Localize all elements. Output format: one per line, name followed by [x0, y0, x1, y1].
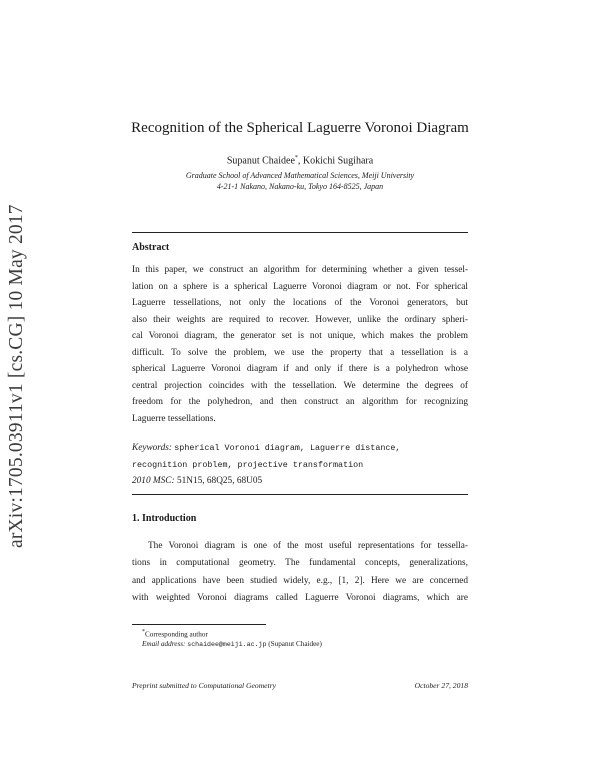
msc-label: 2010 MSC:	[132, 476, 175, 486]
abstract-line: also their weights are required to recover. However, unlike the ordinary spheri-	[132, 314, 468, 325]
abstract-line: central projection coincides with the tessellation. We determine the degrees of	[132, 380, 468, 391]
email-label: Email address:	[142, 640, 186, 649]
corresponding-mark: *	[294, 155, 298, 161]
author-2: , Kokichi Sugihara	[297, 155, 374, 167]
page-footer	[132, 681, 468, 690]
abstract-line: Laguerre tessellations, not only the locations of the Voronoi generators, but	[132, 298, 468, 308]
footnote	[132, 627, 468, 650]
paper-title: Recognition of the Spherical Laguerre Voronoi Diagram	[131, 120, 469, 136]
affiliation	[0, 170, 600, 192]
email-owner: (Supanut Chaidee)	[268, 640, 322, 649]
affiliation-line-2: 4-21-1 Nakano, Nakano-ku, Tokyo 164-8525, Japan	[216, 182, 384, 191]
abstract-bottom-rule	[132, 494, 468, 495]
footer-left: Preprint submitted to Computational Geometry	[132, 681, 276, 690]
abstract-line: cal Voronoi diagram, the generator set is not unique, which makes the problem	[132, 331, 468, 341]
footnote-email	[132, 639, 468, 650]
keywords	[132, 440, 468, 457]
footnote-corresponding: *Corresponding author	[142, 629, 208, 639]
msc-value: 51N15, 68Q25, 68U05	[176, 476, 263, 486]
abstract-line: freedom for the polyhedron, and then construct an algorithm for recognizing	[132, 397, 468, 407]
abstract-line: In this paper, we construct an algorithm for determining whether a given tessel-	[132, 265, 468, 275]
abstract-top-rule	[132, 232, 468, 233]
author-line	[0, 155, 600, 166]
msc-codes	[132, 473, 468, 490]
abstract-line: lation on a sphere is a spherical Laguerre Voronoi diagram or not. For spherical	[132, 281, 468, 292]
abstract-line: Laguerre tessellations.	[132, 413, 216, 424]
footnote-mark: *	[142, 629, 145, 635]
keywords-line-2: recognition problem, projective transformation	[132, 460, 364, 470]
author-1: Supanut Chaidee	[226, 155, 295, 167]
section-heading-introduction: 1. Introduction	[132, 513, 197, 524]
affiliation-line-1: Graduate School of Advanced Mathematical Sciences, Meiji University	[185, 171, 415, 180]
footer-date: October 27, 2018	[414, 681, 468, 690]
introduction-body	[132, 538, 468, 607]
keywords-line-1: spherical Voronoi diagram, Laguerre distance,	[174, 443, 401, 453]
keywords-continued	[132, 457, 468, 474]
intro-line: The Voronoi diagram is one of the most useful representations for tessella-	[148, 541, 468, 551]
abstract-heading: Abstract	[132, 242, 170, 253]
footnote-rule	[132, 624, 266, 625]
email-link[interactable]: schaidee@meiji.ac.jp	[187, 641, 267, 649]
abstract-line: difficult. To solve the problem, we use the property that a tessellation is a	[132, 347, 468, 358]
keywords-label: Keywords:	[132, 443, 172, 453]
abstract-body	[132, 262, 468, 427]
intro-line: tions in computational geometry. The fundamental concepts, generalizations,	[132, 558, 468, 569]
arxiv-identifier: arXiv:1705.03911v1 [cs.CG] 10 May 2017	[6, 204, 27, 548]
abstract-line: spherical Laguerre Voronoi diagram if and only if there is a polyhedron whose	[132, 364, 468, 374]
intro-line: and applications have been studied widely, e.g., [1, 2]. Here we are concerned	[132, 575, 468, 586]
intro-line: with weighted Voronoi diagrams called Laguerre Voronoi diagrams, which are	[132, 592, 468, 603]
